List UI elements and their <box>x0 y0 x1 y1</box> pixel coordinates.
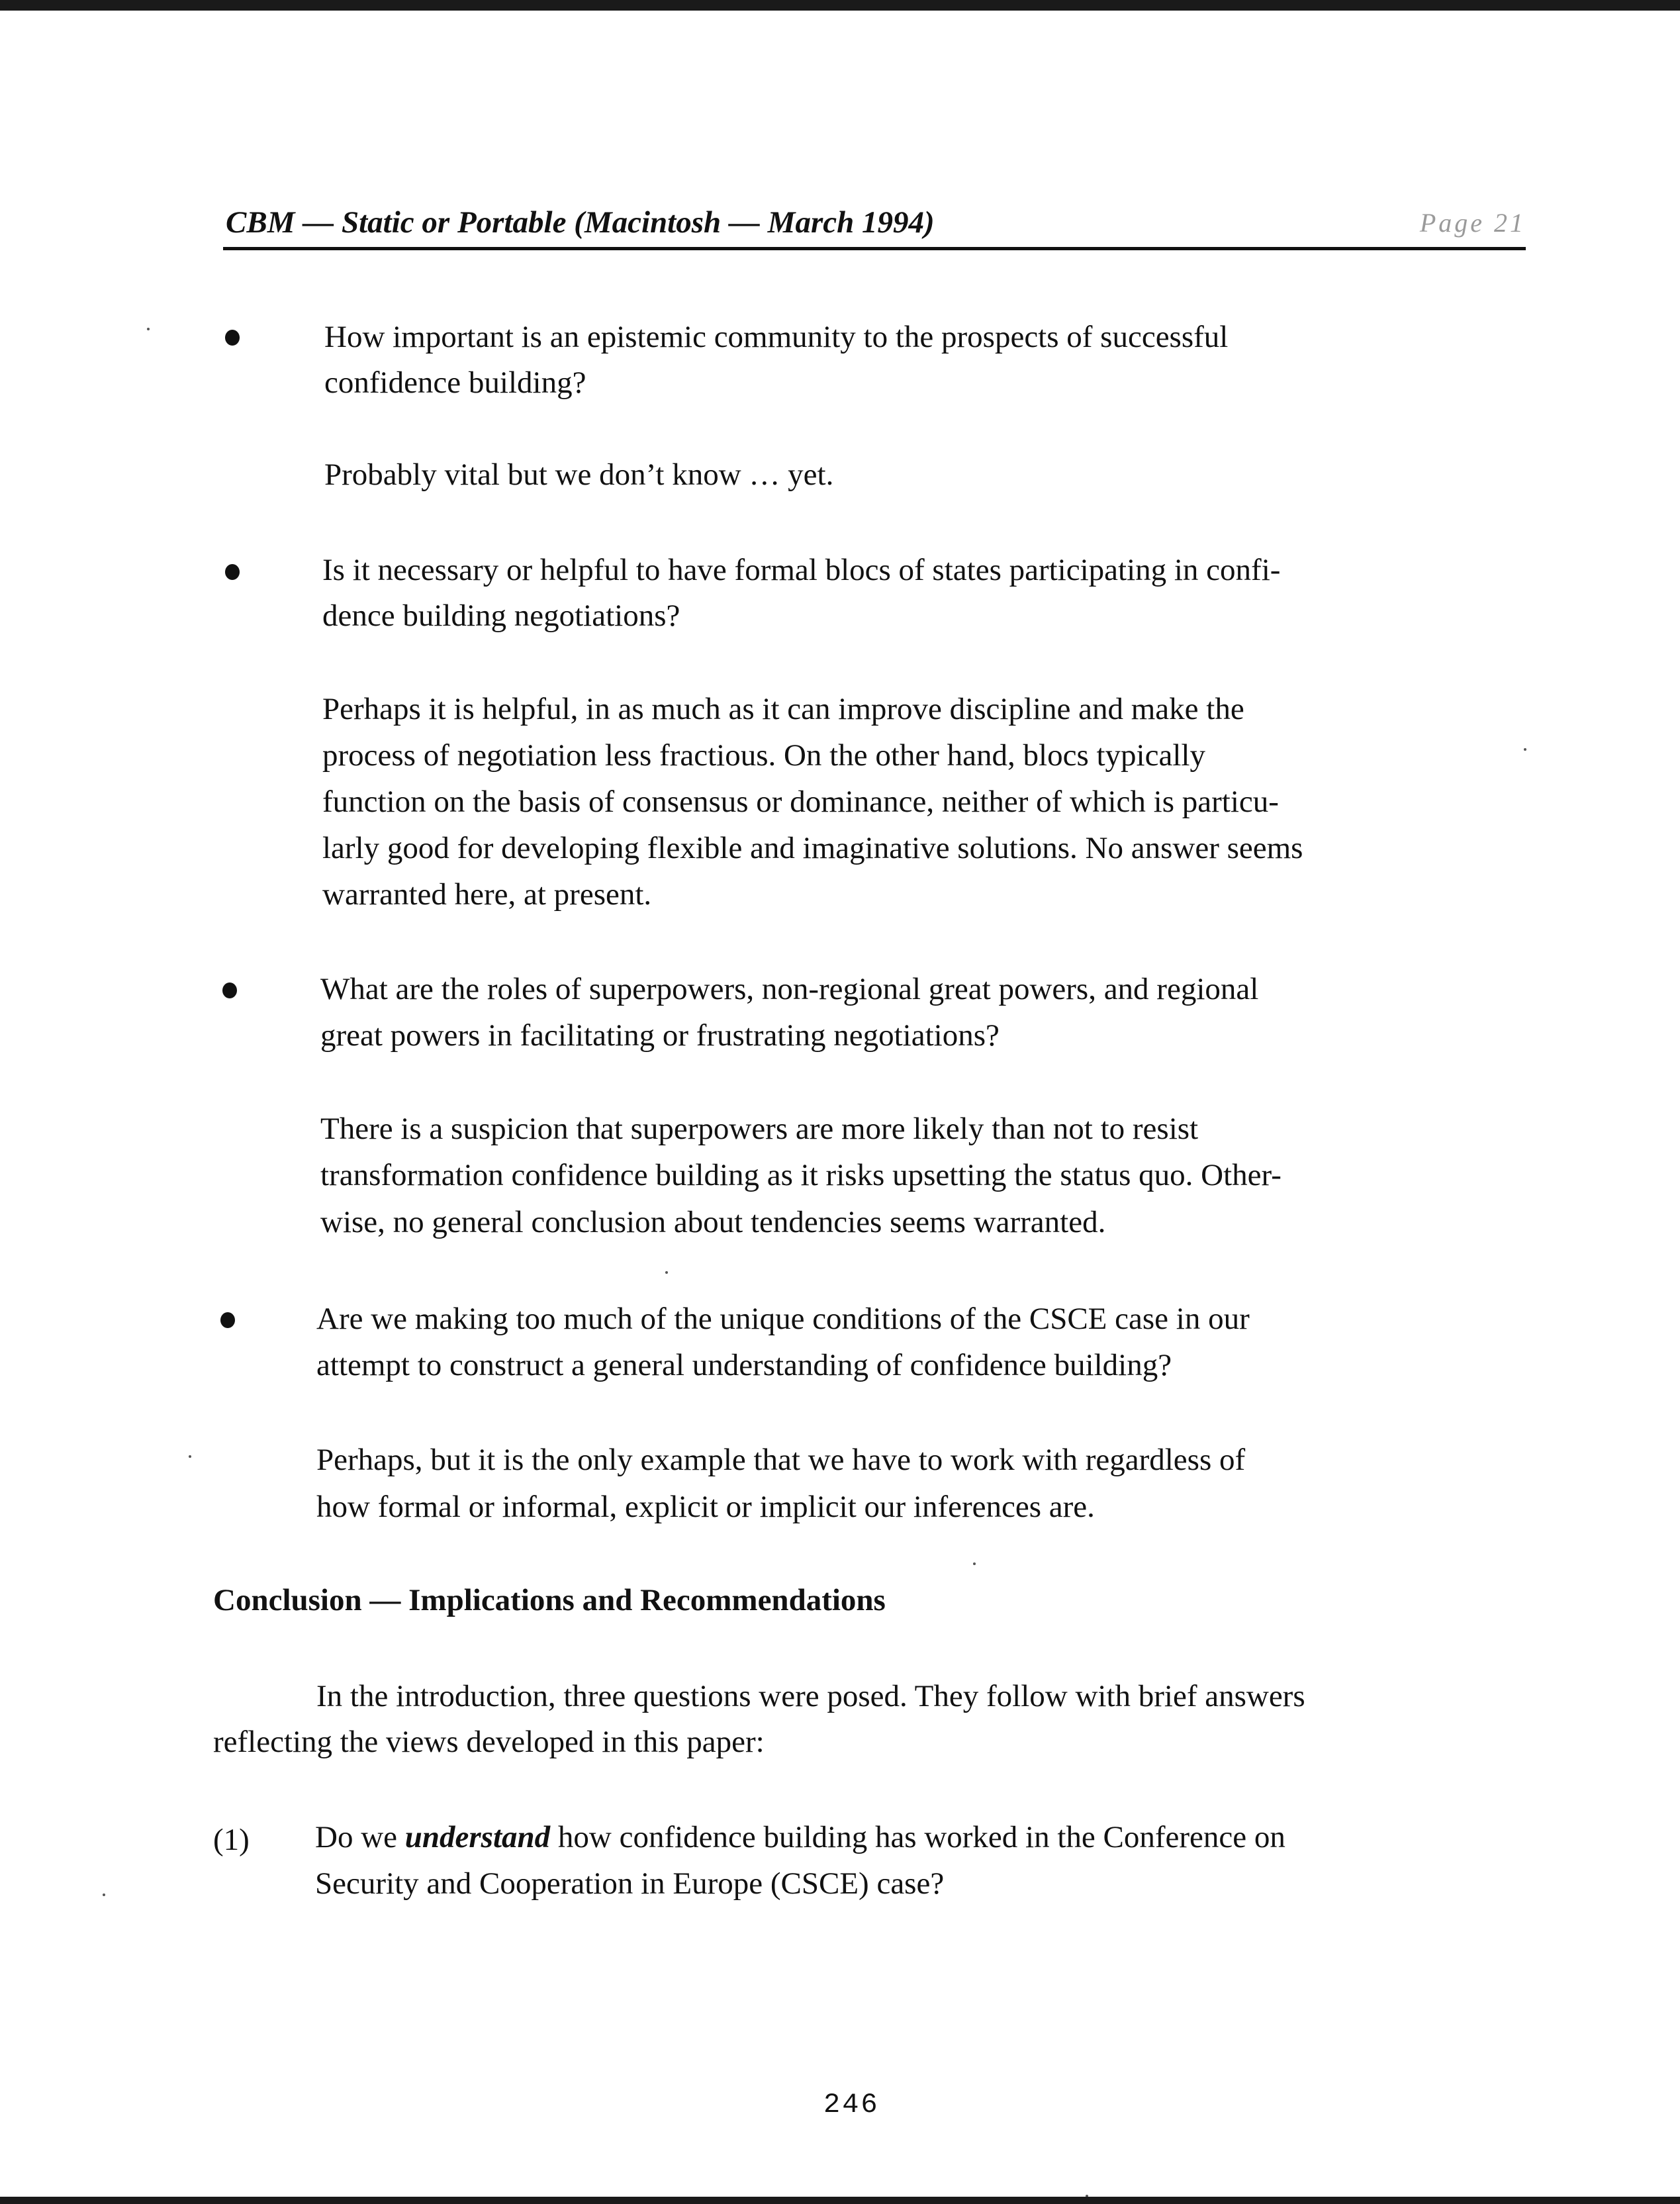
bullet-question-1-line-2: confidence building? <box>324 365 586 400</box>
scan-speck <box>147 328 150 330</box>
bullet-icon <box>220 1312 235 1328</box>
conclusion-intro-line-1: In the introduction, three questions were posed. They follow with brief answers <box>316 1679 1305 1713</box>
scan-border-bottom <box>0 2197 1680 2204</box>
running-header <box>223 201 1526 250</box>
numbered-question-1-text-post: how confidence building has worked in the Conference on <box>550 1820 1285 1854</box>
numbered-question-1-line-2: Security and Cooperation in Europe (CSCE) case? <box>315 1866 945 1901</box>
page-number: 246 <box>823 2089 880 2121</box>
header-title: CBM — Static or Portable (Macintosh — March 1994) <box>226 205 935 240</box>
numbered-label: (1) <box>213 1823 250 1857</box>
bullet-question-3-line-1: What are the roles of superpowers, non-regional great powers, and regional <box>320 972 1259 1006</box>
conclusion-intro-line-2: reflecting the views developed in this paper: <box>213 1725 765 1759</box>
numbered-question-1-text-pre: Do we <box>315 1820 405 1854</box>
bullet-answer-3-line-1: There is a suspicion that superpowers are more likely than not to resist <box>320 1112 1199 1146</box>
bullet-icon <box>225 564 240 580</box>
numbered-question-1-line-1 <box>315 1814 1285 1861</box>
bullet-question-1-line-1: How important is an epistemic community to the prospects of successful <box>324 320 1229 354</box>
bullet-answer-4-line-2: how formal or informal, explicit or implicit our inferences are. <box>316 1490 1095 1524</box>
bullet-question-4-line-1: Are we making too much of the unique conditions of the CSCE case in our <box>316 1302 1250 1336</box>
bullet-answer-2-line-3: function on the basis of consensus or dominance, neither of which is particu- <box>322 785 1279 819</box>
bullet-question-2-line-2: dence building negotiations? <box>322 599 680 633</box>
bullet-answer-2-line-2: process of negotiation less fractious. On the other hand, blocs typically <box>322 738 1205 773</box>
bullet-answer-2-line-4: larly good for developing flexible and imaginative solutions. No answer seems <box>322 831 1303 865</box>
bullet-answer-3-line-3: wise, no general conclusion about tendencies seems warranted. <box>320 1205 1106 1239</box>
bullet-question-2-line-1: Is it necessary or helpful to have formal blocs of states participating in confi- <box>322 553 1281 587</box>
bullet-answer-2-line-5: warranted here, at present. <box>322 877 652 912</box>
scan-speck <box>665 1271 668 1274</box>
numbered-question-1-emphasis: understand <box>404 1820 551 1854</box>
bullet-answer-3-line-2: transformation confidence building as it risks upsetting the status quo. Other- <box>320 1158 1282 1192</box>
bullet-answer-2-line-1: Perhaps it is helpful, in as much as it can improve discipline and make the <box>322 692 1244 726</box>
bullet-question-3-line-2: great powers in facilitating or frustrating negotiations? <box>320 1018 1000 1053</box>
bullet-answer-1-line-1: Probably vital but we don’t know … yet. <box>324 457 834 492</box>
scan-border-top <box>0 0 1680 11</box>
bullet-icon <box>225 330 240 346</box>
section-heading: Conclusion — Implications and Recommendations <box>213 1583 886 1617</box>
scan-speck <box>973 1562 976 1565</box>
header-page-mark: Page 21 <box>1419 208 1526 238</box>
bullet-question-4-line-2: attempt to construct a general understanding of confidence building? <box>316 1348 1172 1382</box>
scan-speck <box>189 1455 191 1458</box>
scan-speck <box>103 1893 105 1896</box>
scan-speck <box>1524 748 1526 751</box>
bullet-icon <box>222 982 237 998</box>
bullet-answer-4-line-1: Perhaps, but it is the only example that we have to work with regardless of <box>316 1443 1246 1477</box>
